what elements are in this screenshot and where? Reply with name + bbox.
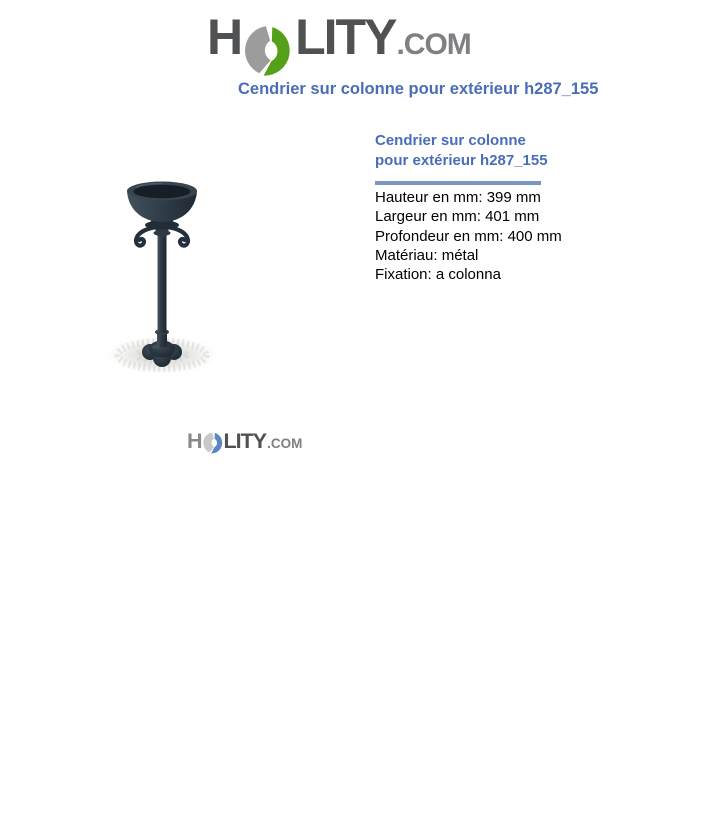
- spec-list: [375, 188, 567, 284]
- spec-label: Largeur en mm:: [375, 208, 481, 226]
- watermark-o-icon: [202, 432, 224, 454]
- spec-row-material: [375, 246, 567, 265]
- spec-value: 400 mm: [507, 227, 562, 245]
- page-title: Cendrier sur colonne pour extérieur h287_155: [238, 80, 599, 98]
- logo-o-icon: [242, 25, 294, 77]
- spec-row-fixation: [375, 265, 567, 284]
- watermark-tld: .COM: [267, 436, 303, 451]
- spec-row-height: [375, 188, 567, 207]
- spec-row-width: [375, 207, 567, 226]
- product-info: [375, 131, 567, 284]
- watermark-text-prefix: H: [187, 429, 202, 453]
- spec-label: Profondeur en mm:: [375, 227, 504, 245]
- spec-label: Matériau:: [375, 246, 438, 264]
- holity-logo-watermark: [187, 428, 302, 455]
- product-title-line: Cendrier sur colonne: [375, 132, 526, 149]
- product-image: [96, 171, 236, 383]
- logo-tld: .COM: [396, 28, 471, 61]
- logo-text-suffix: LITY: [295, 9, 396, 65]
- spec-label: Hauteur en mm:: [375, 189, 483, 206]
- product-title: [375, 131, 567, 171]
- spec-value: 401 mm: [485, 208, 540, 226]
- logo-text-prefix: H: [207, 9, 242, 65]
- watermark-text-suffix: LITY: [223, 429, 267, 453]
- ashtray-on-column-image: [96, 171, 236, 383]
- spec-value: 399 mm: [486, 189, 541, 206]
- spec-row-depth: [375, 227, 567, 246]
- spec-value: a colonna: [435, 266, 501, 284]
- spec-value: métal: [441, 246, 479, 264]
- spec-label: Fixation:: [375, 266, 432, 284]
- title-divider: [375, 181, 541, 185]
- product-title-line: pour extérieur h287_155: [375, 152, 548, 169]
- holity-logo-large[interactable]: [207, 10, 471, 64]
